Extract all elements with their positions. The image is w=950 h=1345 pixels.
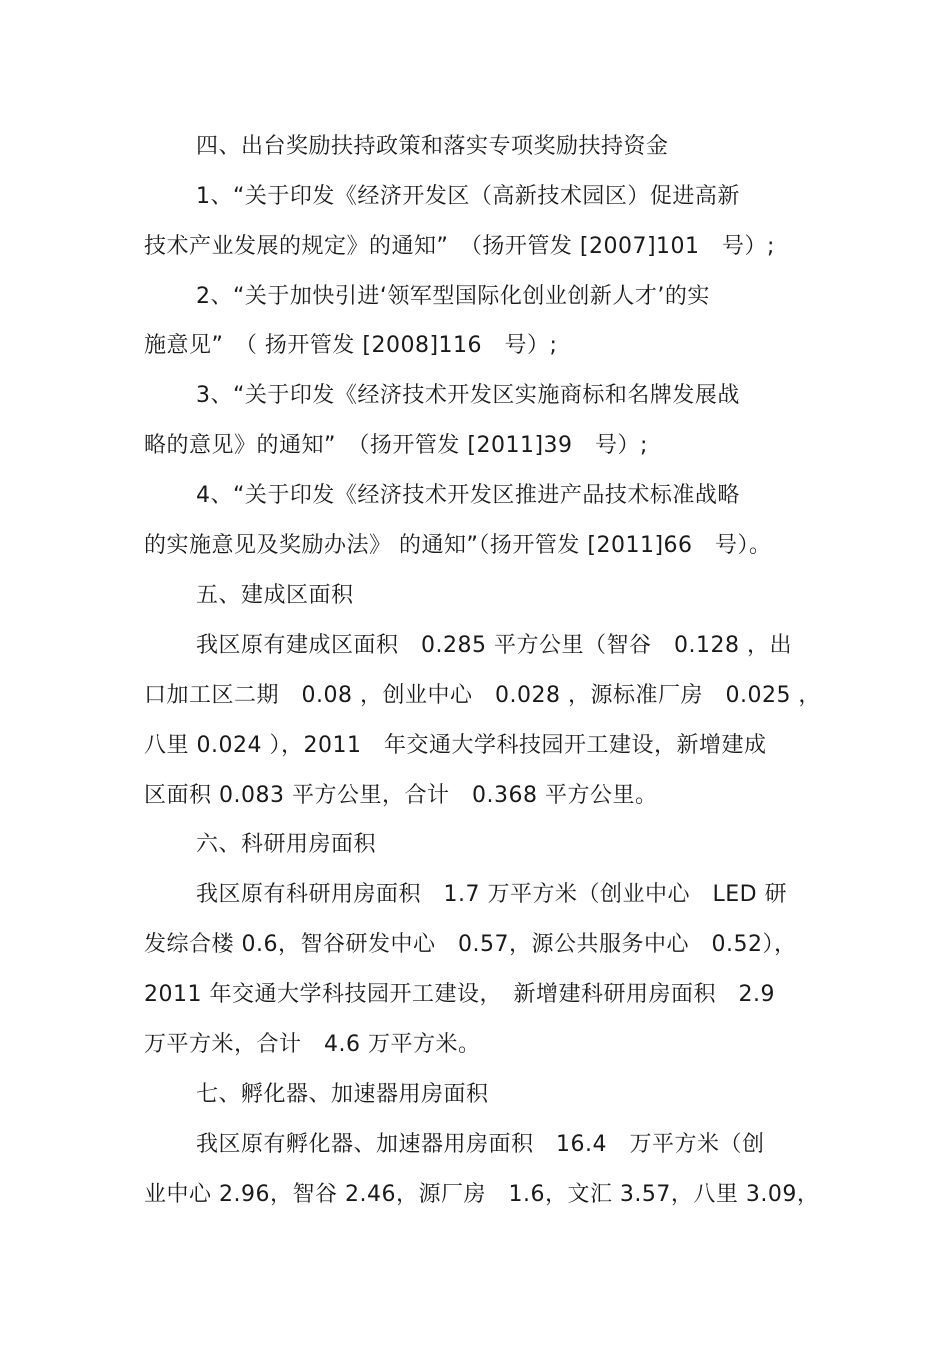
policy-item-3-line-1: 3、“关于印发《经济技术开发区实施商标和名牌发展战 (196, 383, 740, 408)
heading-7: 七、孵化器、加速器用房面积 (196, 1082, 489, 1107)
incubator-area-line-1: 我区原有孵化器、加速器用房面积 16.4 万平方米（创 (196, 1132, 765, 1157)
research-area-line-1: 我区原有科研用房面积 1.7 万平方米（创业中心 LED 研 (196, 882, 788, 907)
heading-6: 六、科研用房面积 (196, 832, 377, 857)
heading-4: 四、出台奖励扶持政策和落实专项奖励扶持资金 (196, 134, 669, 159)
built-area-line-2: 口加工区二期 0.08 ，创业中心 0.028 ，源标准厂房 0.025 ， (144, 683, 821, 708)
policy-item-1-line-1: 1、“关于印发《经济开发区（高新技术园区）促进高新 (196, 184, 740, 209)
policy-item-2-line-1: 2、“关于加快引进‘领军型国际化创业创新人才’的实 (196, 284, 710, 309)
policy-item-2-line-2: 施意见” （ 扬开管发 [2008]116 号）; (144, 333, 558, 358)
incubator-area-line-2: 业中心 2.96，智谷 2.46，源厂房 1.6，文汇 3.57，八里 3.09， (144, 1182, 820, 1207)
research-area-line-4: 万平方米，合计 4.6 万平方米。 (144, 1032, 481, 1057)
heading-5: 五、建成区面积 (196, 583, 354, 608)
policy-item-3-line-2: 略的意见》的通知” （扬开管发 [2011]39 号）; (144, 433, 648, 458)
built-area-line-4: 区面积 0.083 平方公里，合计 0.368 平方公里。 (144, 783, 658, 808)
built-area-line-1: 我区原有建成区面积 0.285 平方公里（智谷 0.128 ，出 (196, 633, 792, 658)
policy-item-1-line-2: 技术产业发展的规定》的通知” （扬开管发 [2007]101 号）; (144, 234, 775, 259)
policy-item-4-line-1: 4、“关于印发《经济技术开发区推进产品技术标准战略 (196, 483, 740, 508)
policy-item-4-line-2: 的实施意见及奖励办法》 的通知”（扬开管发 [2011]66 号）。 (144, 533, 772, 558)
research-area-line-2: 发综合楼 0.6，智谷研发中心 0.57，源公共服务中心 0.52）， (144, 932, 797, 957)
research-area-line-3: 2011 年交通大学科技园开工建设， 新增建科研用房面积 2.9 (144, 982, 775, 1007)
built-area-line-3: 八里 0.024 ），2011 年交通大学科技园开工建设，新增建成 (144, 733, 767, 758)
